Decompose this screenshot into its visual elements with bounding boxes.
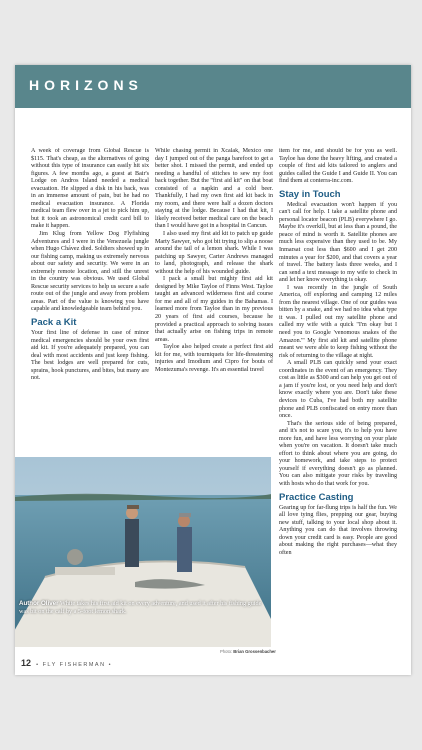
paragraph: A small PLB can quickly send your exact coordinates in the event of an emergency. They cost as little as $300 and can help you get out of a jam if you're lost, or you need help and don't know exactly where you are. Don't take these devices to Cuba, I've had both my satellite phone and PLB confiscated on entry more than once. bbox=[279, 360, 397, 420]
text-column-3 bbox=[279, 148, 397, 675]
paragraph: While chasing permit in Xcalak, Mexico one day I jumped out of the panga barefoot to get a better shot. I missed the permit, and ended up needing a handful of stitches to sew my foot back together. But the "first aid kit" on that boat consisted of a napkin and a cold beer. Thankfully, I had my own first aid kit back in my room, and there were half a dozen doctors staying at the lodge. Because I had that kit, I likely received better medical care on the beach than I would have got in a hospital in Cancun. bbox=[155, 148, 273, 230]
paragraph: Gearing up for far-flung trips is half the fun. We all love tying flies, prepping our gear, buying new stuff, talking to your local shop about it. Anything you can do that involves throwing down your credit card is easy. People are good about making the right purchases—what they often bbox=[279, 504, 397, 556]
section-banner bbox=[15, 65, 411, 108]
subheading-practice-casting: Practice Casting bbox=[279, 491, 354, 503]
paragraph: I pack a small but mighty first aid kit designed by Mike Tayloe of Finns West. Tayloe taught an advanced wilderness first aid course for me and all of my guides in the Bahamas. I learned more from Tayloe than in my previous 20 years of first aid courses, because he provided a practical approach to solving issues that actually arise on fishing trips in remote areas. bbox=[155, 276, 273, 343]
paragraph: item for me, and should be for you as well. Tayloe has done the heavy lifting, and created a couple of first aid kits tailored to anglers and guides called the Guide I and Guide II. You can find them at conterra-inc.com. bbox=[279, 148, 397, 185]
article-sheet bbox=[15, 65, 411, 675]
section-title: HORIZONS bbox=[29, 77, 143, 93]
photo-credit-label: Photo: bbox=[220, 649, 233, 654]
paragraph: Jim Klug from Yellow Dog Flyfishing Adventures and I were in the Venezuela jungle when Hugo Chávez died. Soldiers showed up in our fishing camp, making us extremely nervous about our safety and security. We were in an extremely remote location, and still the unrest in the country was obvious. We used Global Rescue security services to help us secure a safe route out of the jungle and away from problem areas. Part of the value is knowing you have capable and knowledgeable team behind you. bbox=[31, 231, 149, 313]
subheading-pack-a-kit: Pack a Kit bbox=[31, 317, 77, 329]
photo-credit-name: Brian Grossenbacher bbox=[233, 649, 276, 654]
text-column-1 bbox=[31, 148, 149, 448]
page-number: 12 bbox=[21, 658, 32, 668]
photo-caption bbox=[19, 600, 269, 615]
caption-text: White takes his first aid kit on every adventure, and used it after his fishing guide was bit on the calf by a 5-foot lemon shark. bbox=[19, 600, 262, 615]
paragraph: Your first line of defense in case of minor medical emergencies should be your own first aid kit. If you're adequately prepared, you can deal with most accidents and just keep fishing. The best lodges are well prepared for cuts, sprains, hook punctures, and bites, but many are not. bbox=[31, 330, 149, 382]
magazine-name: • FLY FISHERMAN • bbox=[36, 662, 113, 668]
paragraph: I was recently in the jungle of South America, off exploring and camping 12 miles from the nearest village. One of our guides was bitten by a snake, and we had no idea what type it was. I pulled out my satellite phone and called my wife with a quick "I'm okay but I need you to Google 'venomous snakes of the Amazon.'" My first aid kit and satellite phone meant we were able to keep fishing without the risk of returning to the village at night. bbox=[279, 284, 397, 359]
article-photo bbox=[15, 457, 271, 647]
page-footer bbox=[21, 658, 112, 668]
subheading-stay-in-touch: Stay in Touch bbox=[279, 188, 341, 200]
paragraph: A week of coverage from Global Rescue is $115. That's cheap, as the alternatives of going without this type of insurance can easily hit six figures. A few months ago, a guest at Bair's Lodge on Andros Island needed a medical evacuation. He slipped a disk in his back, was in an immense amount of pain, but he had no medical evacuation insurance. A Florida medical team flew over in a jet to pick him up, but it took an astronomical credit card bill to make it happen. bbox=[31, 148, 149, 230]
paragraph: I also used my first aid kit to patch up guide Marty Sawyer, who got bit trying to slip a noose around the tail of a lemon shark. While I was patching up Sawyer, Carter Andrews managed to land, photograph, and release the shark without the help of his wounded guide. bbox=[155, 231, 273, 275]
paragraph: Medical evacuation won't happen if you can't call for help. I take a satellite phone and personal locator beacon (PLB) everywhere I go. Maybe it's overkill, but at less than a pound, the peace of mind is worth it. Satellite phones are much less expensive than they used to be. My Inmarsat cost less than $600 and I get 200 minutes a year for $200, and that covers a year of travel. The battery lasts three weeks, and I can send a text message to my wife to check in and let her know everything is okay. bbox=[279, 201, 397, 284]
paragraph: Tayloe also helped create a perfect first aid kit for me, with tourniquets for life-threatening injuries and Imodium and Cipro for bouts of Montezuma's revenge. It's an essential travel bbox=[155, 344, 273, 373]
paragraph: That's the serious side of being prepared, and it's not to scare you, it's to help you have more fun, and have less worrying on your plate when you're on vacation. It doesn't take much effort to think about where you are going, do your homework, and take steps to protect yourself if everything doesn't go as planned. You can also mitigate your risks by traveling with hosts who do that work for you. bbox=[279, 420, 397, 487]
photo-credit bbox=[220, 649, 276, 654]
boat-photo-illustration bbox=[15, 457, 271, 647]
text-column-2 bbox=[155, 148, 273, 451]
caption-author: Author Oliver bbox=[19, 600, 59, 607]
